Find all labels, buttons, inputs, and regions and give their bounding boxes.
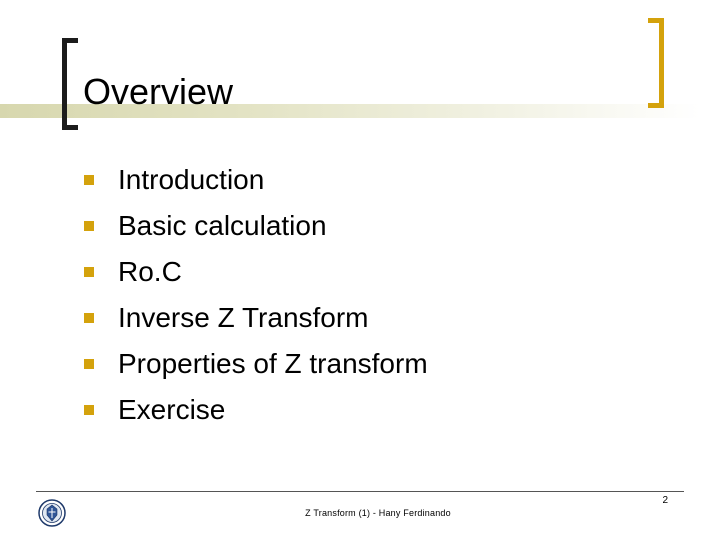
left-bracket-decoration <box>62 38 78 130</box>
square-bullet-icon <box>84 175 94 185</box>
bullet-list <box>84 157 428 433</box>
square-bullet-icon <box>84 221 94 231</box>
bullet-text: Exercise <box>118 394 226 425</box>
bullet-text: Properties of Z transform <box>118 348 428 379</box>
square-bullet-icon <box>84 267 94 277</box>
bullet-text: Inverse Z Transform <box>118 302 369 333</box>
square-bullet-icon <box>84 405 94 415</box>
square-bullet-icon <box>84 313 94 323</box>
list-item <box>84 157 428 203</box>
slide-title: Overview <box>83 71 234 112</box>
page-number: 2 <box>662 495 668 506</box>
list-item <box>84 387 428 433</box>
bullet-text: Basic calculation <box>118 210 327 241</box>
list-item <box>84 249 428 295</box>
footer-text: Z Transform (1) - Hany Ferdinando <box>305 508 451 518</box>
footer-divider <box>36 491 684 492</box>
list-item <box>84 203 428 249</box>
list-item <box>84 295 428 341</box>
square-bullet-icon <box>84 359 94 369</box>
right-bracket-decoration <box>648 18 664 108</box>
bullet-text: Introduction <box>118 164 265 195</box>
bullet-text: Ro.C <box>118 256 182 287</box>
list-item <box>84 341 428 387</box>
